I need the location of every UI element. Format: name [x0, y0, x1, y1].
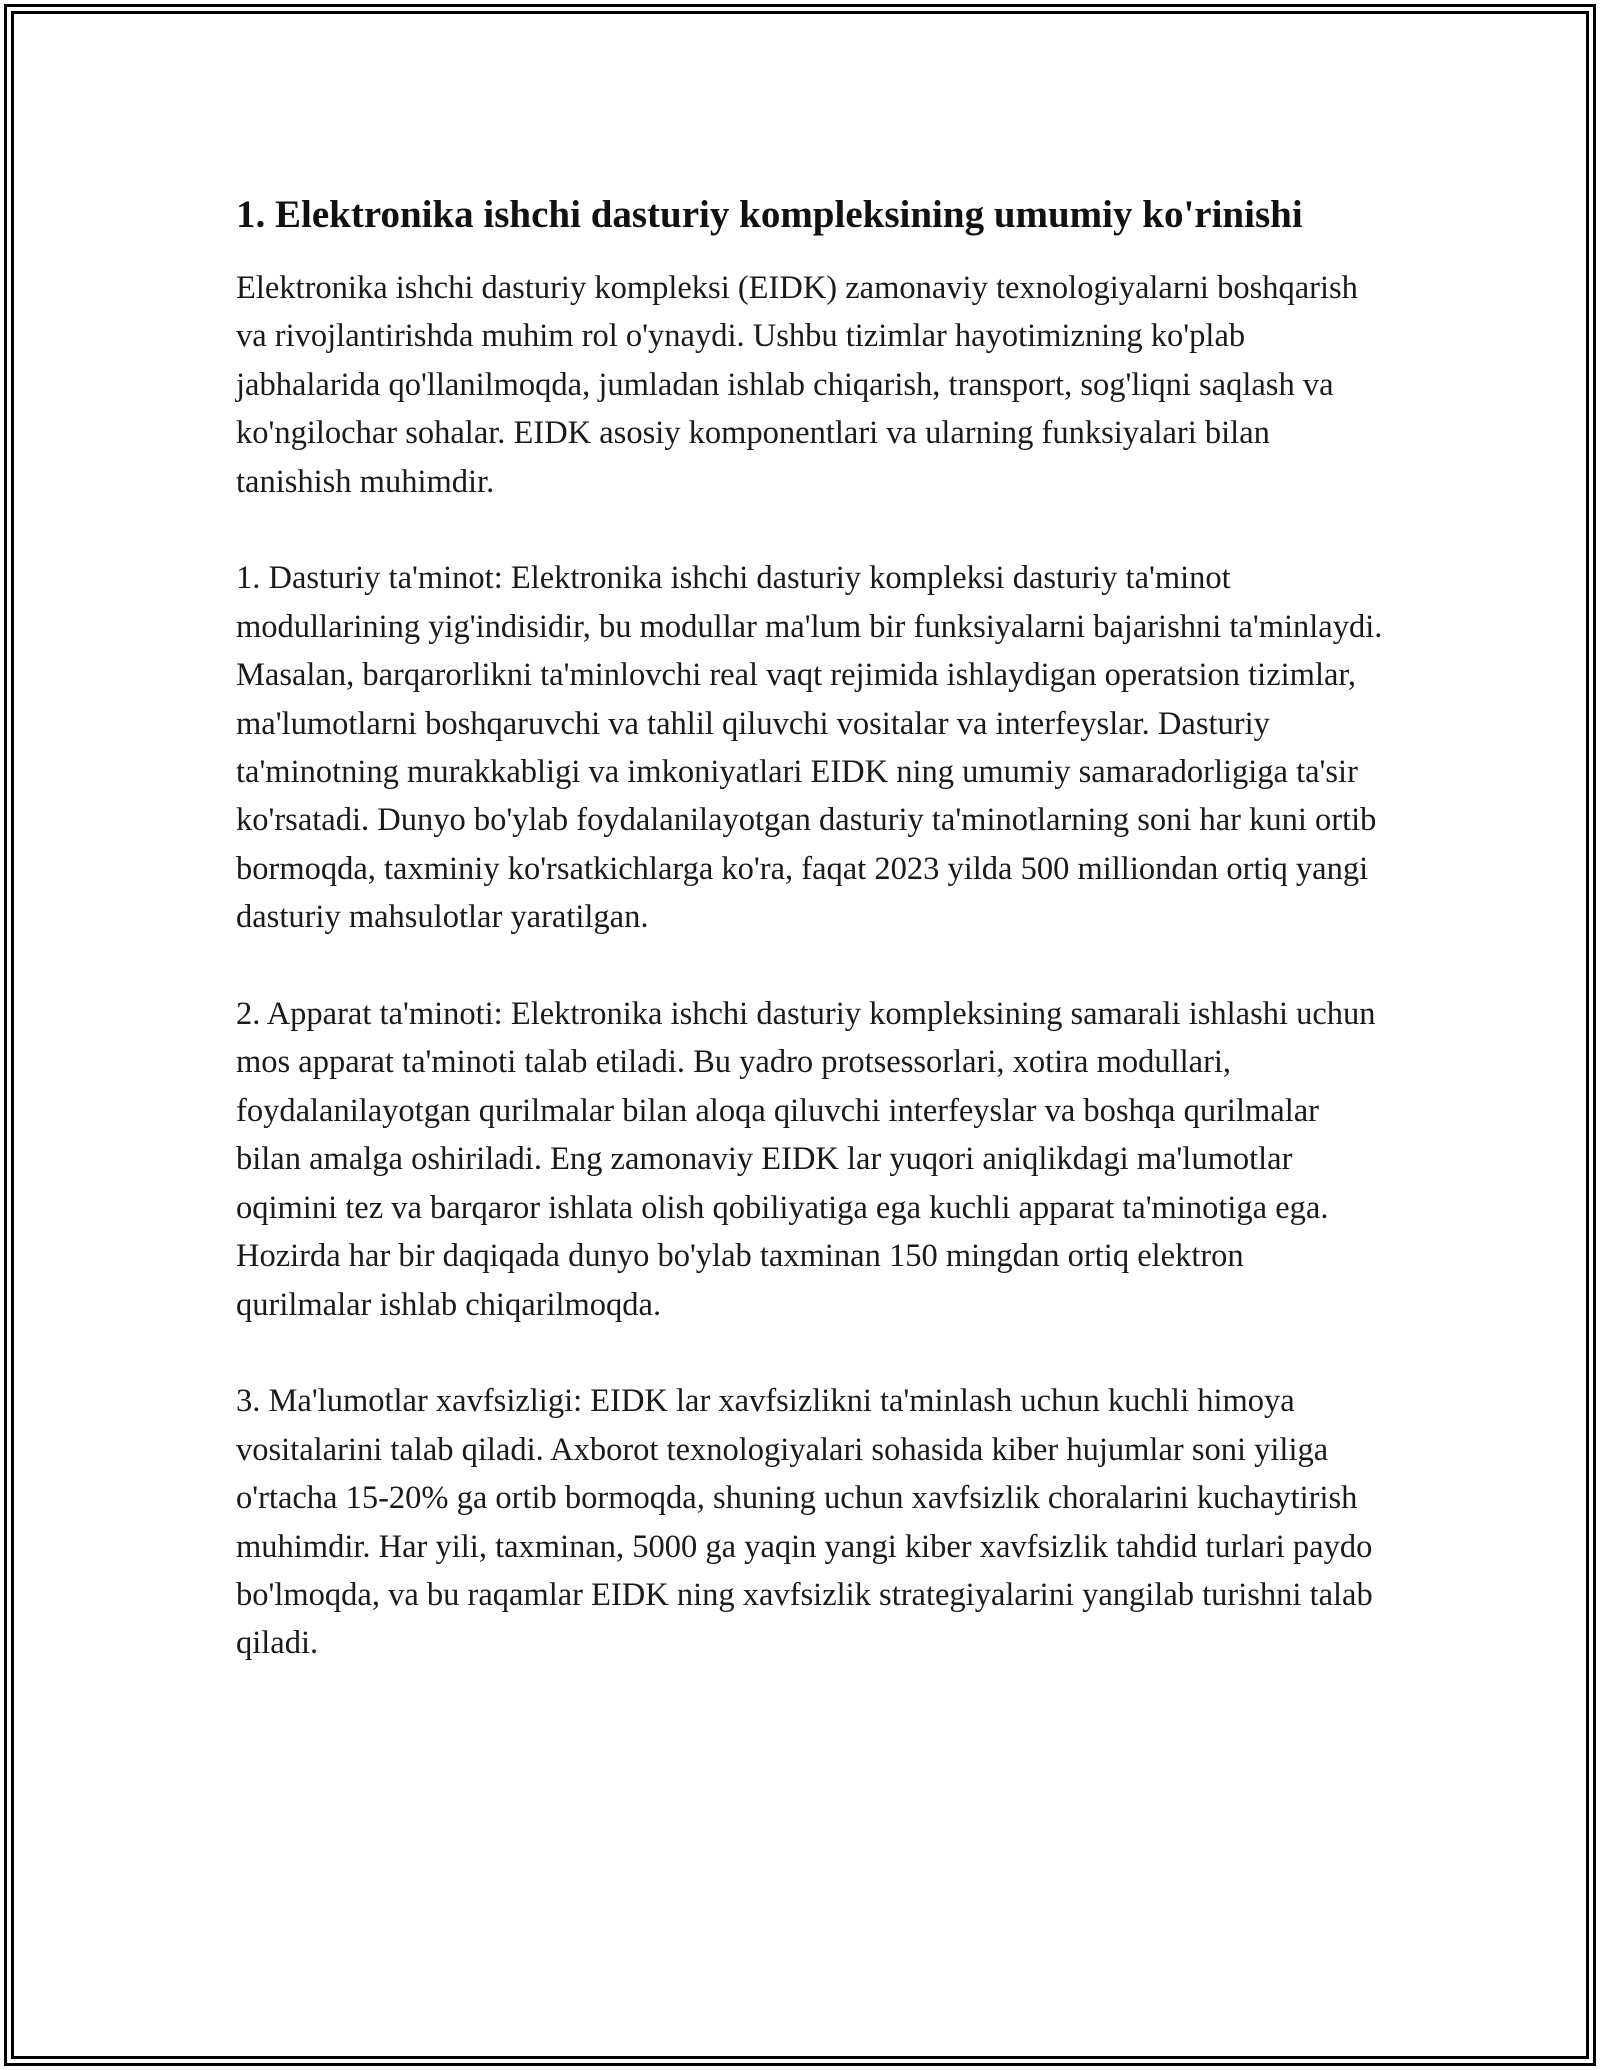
- document-body: [236, 188, 1386, 1668]
- document-title: 1. Elektronika ishchi dasturiy kompleksining umumiy ko'rinishi: [236, 193, 1303, 236]
- security-paragraph: 3. Ma'lumotlar xavfsizligi: EIDK lar xavfsizlikni ta'minlash uchun kuchli himoya vositalarini talab qiladi. Axborot texnologiyalari sohasida kiber hujumlar soni yiliga o'rtacha 15-20% ga ortib bormoqda, shuning uchun xavfsizlik choralarini kuchaytirish muhimdir. Har yili, taxminan, 5000 ga yaqin yangi kiber xavfsizlik tahdid turlari paydo bo'lmoqda, va bu raqamlar EIDK ning xavfsizlik strategiyalarini yangilab turishni talab qiladi.: [236, 1383, 1373, 1662]
- hardware-paragraph: 2. Apparat ta'minoti: Elektronika ishchi dasturiy kompleksining samarali ishlashi uchun mos apparat ta'minoti talab etiladi. Bu yadro protsessorlari, xotira modullari, foydalanilayotgan qurilmalar bilan aloqa qiluvchi interfeyslar va boshqa qurilmalar bilan amalga oshiriladi. Eng zamonaviy EIDK lar yuqori aniqlikdagi ma'lumotlar oqimini tez va barqaror ishlata olish qobiliyatiga ega kuchli apparat ta'minotiga ega. Hozirda har bir daqiqada dunyo bo'ylab taxminan 150 mingdan ortiq elektron qurilmalar ishlab chiqarilmoqda.: [236, 996, 1376, 1323]
- software-paragraph: 1. Dasturiy ta'minot: Elektronika ishchi dasturiy kompleksi dasturiy ta'minot modullarining yig'indisidir, bu modullar ma'lum bir funksiyalarni bajarishni ta'minlaydi. Masalan, barqarorlikni ta'minlovchi real vaqt rejimida ishlaydigan operatsion tizimlar, ma'lumotlarni boshqaruvchi va tahlil qiluvchi vositalar va interfeyslar. Dasturiy ta'minotning murakkabligi va imkoniyatlari EIDK ning umumiy samaradorligiga ta'sir ko'rsatadi. Dunyo bo'ylab foydalanilayotgan dasturiy ta'minotlarning soni har kuni ortib bormoqda, taxminiy ko'rsatkichlarga ko'ra, faqat 2023 yilda 500 milliondan ortiq yangi dasturiy mahsulotlar yaratilgan.: [236, 560, 1383, 936]
- intro-paragraph: Elektronika ishchi dasturiy kompleksi (EIDK) zamonaviy texnologiyalarni boshqarish va rivojlantirishda muhim rol o'ynaydi. Ushbu tizimlar hayotimizning ko'plab jabhalarida qo'llanilmoqda, jumladan ishlab chiqarish, transport, sog'liqni saqlash va ko'ngilochar sohalar. EIDK asosiy komponentlari va ularning funksiyalari bilan tanishish muhimdir.: [236, 270, 1358, 500]
